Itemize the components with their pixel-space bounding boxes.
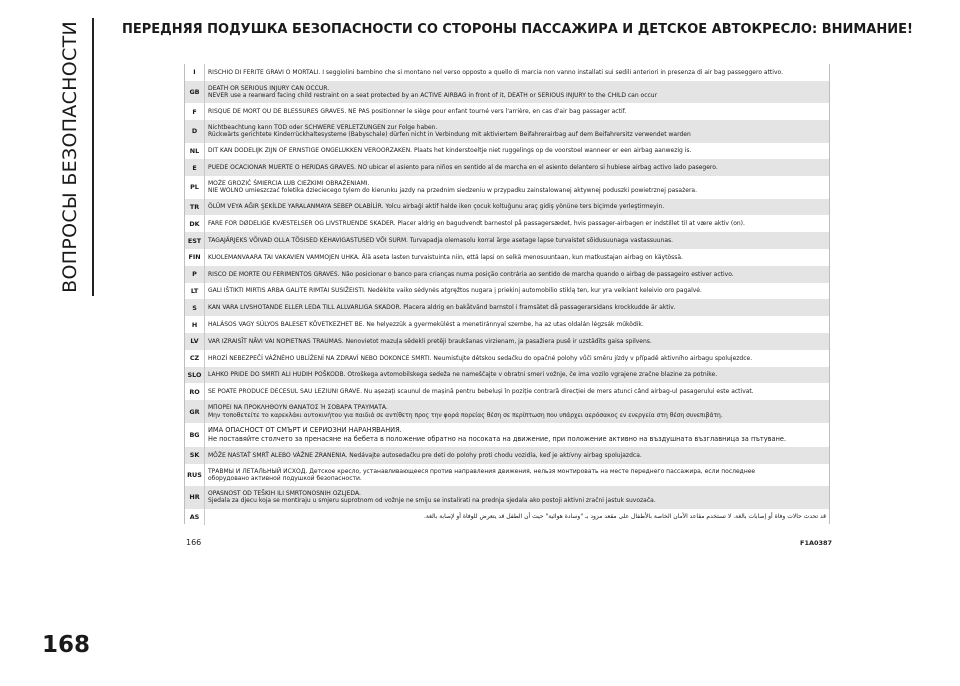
- warning-row-as: [185, 509, 829, 526]
- warning-row-e: [185, 159, 829, 176]
- warning-row-slo: [185, 367, 829, 384]
- side-divider: [92, 18, 94, 296]
- language-code: FIN: [185, 249, 205, 266]
- warning-row-hr: [185, 486, 829, 509]
- warning-text-line: FARE FOR DØDELIGE KVÆSTELSER OG LIVSTRUENDE SKADER. Placer aldrig en bagudvendt barnestol på passagersædet, hvis passager-airbagen er indstillet til at være aktiv (on).: [208, 220, 745, 228]
- warning-row-p: [185, 266, 829, 283]
- language-code: GR: [185, 400, 205, 423]
- warning-text: [205, 447, 829, 464]
- language-code: DK: [185, 215, 205, 232]
- warning-row-pl: [185, 176, 829, 199]
- warning-text: [205, 464, 829, 487]
- warning-row-h: [185, 316, 829, 333]
- warning-text: [205, 316, 829, 333]
- language-code: D: [185, 120, 205, 143]
- warning-text: [205, 199, 829, 216]
- warning-text-line: Μην τοποθετείτε το καρεκλάκι αυτοκινήτου για παιδιά σε αντίθετη προς την φορά πορείας θέση σε περίπτωση που υπάρχει αερόσακος εν ενεργεία στη θέση συνεπιβάτη.: [208, 411, 723, 419]
- warning-text: [205, 423, 829, 447]
- warning-text-line: TAGAJÄRJEKS VÕIVAD OLLA TÕSISED KEHAVIGASTUSED VÕI SURM. Turvapadja olemasolu korral ärge asetage lapse turvaistet sõidusuunaga vastassuunas.: [208, 237, 674, 245]
- warning-text-line: KAN VARA LIVSHOTANDE ELLER LEDA TILL ALLVARLIGA SKADOR. Placera aldrig en bakåtvänd barnstol i framsätet då passagerarsidans krockkudde är aktiv.: [208, 304, 676, 312]
- warning-text-line: NEVER use a rearward facing child restraint on a seat protected by an ACTIVE AIRBAG in front of it, DEATH or SERIOUS INJURY to the CHILD can occur: [208, 92, 658, 100]
- warning-row-dk: [185, 215, 829, 232]
- figure-page-number: 166: [186, 538, 202, 547]
- warning-row-tr: [185, 199, 829, 216]
- warning-row-ro: [185, 383, 829, 400]
- warning-text: [205, 486, 829, 509]
- page-heading: ПЕРЕДНЯЯ ПОДУШКА БЕЗОПАСНОСТИ СО СТОРОНЫ ПАССАЖИРА И ДЕТСКОЕ АВТОКРЕСЛО: ВНИМАНИЕ!: [122, 22, 913, 37]
- language-code: TR: [185, 199, 205, 216]
- warning-text: [205, 143, 829, 160]
- language-code: P: [185, 266, 205, 283]
- language-code: SLO: [185, 367, 205, 384]
- warning-row-i: [185, 64, 829, 81]
- warning-label-figure: [184, 64, 830, 524]
- warning-row-gr: [185, 400, 829, 423]
- language-code: PL: [185, 176, 205, 199]
- warning-text: [205, 333, 829, 350]
- warning-text: [205, 232, 829, 249]
- warning-row-s: [185, 299, 829, 316]
- warning-row-bg: [185, 423, 829, 447]
- warning-row-d: [185, 120, 829, 143]
- warning-text-line: Sjedala za djecu koja se montiraju u smjeru suprotnom od vožnje ne smiju se instalirati na prednja sjedala ako postoji aktivni zračni jastuk suvozača.: [208, 497, 656, 505]
- warning-row-est: [185, 232, 829, 249]
- warning-row-f: [185, 103, 829, 120]
- warning-text: [205, 249, 829, 266]
- warning-text-line: Rückwärts gerichtete Kinderrückhaltesysteme (Babyschale) dürfen nicht in Verbindung mit aktiviertem Beifahrerairbag auf dem Beifahrersitz verwendet warden: [208, 131, 691, 139]
- warning-text: [205, 215, 829, 232]
- warning-row-rus: [185, 464, 829, 487]
- warning-text-line: ΜΠΟΡΕΙ ΝΑ ΠΡΟΚΛΗΘΟΥΝ ΘΑΝΑΤΟΣ Ή ΣΟΒΑΡΑ ΤΡΑΥΜΑΤΑ.: [208, 404, 388, 412]
- language-code: BG: [185, 423, 205, 447]
- language-code: NL: [185, 143, 205, 160]
- warning-text: [205, 81, 829, 104]
- language-code: RO: [185, 383, 205, 400]
- warning-text-line: LAHKO PRIDE DO SMRTI ALI HUDIH POŠKODB. Otroškega avtomobilskega sedeža ne nameščajte v obratni smeri vožnje, če ima vozilo vgrajene zračne blazine za potnike.: [208, 371, 718, 379]
- side-section-title: [48, 18, 92, 296]
- warning-text-line: قد تحدث حالات وفاة أو إصابات بالغة. لا تستخدم مقاعد الأمان الخاصة بالأطفال على مقعد مزود بـ "وسادة هوائية" حيث أن الطفل قد يتعرض للوفاة أو لإصابة بالغة.: [423, 513, 826, 521]
- warning-text: [205, 283, 829, 300]
- warning-text: [205, 350, 829, 367]
- warning-text-line: ÖLÜM VEYA AĞIR ŞEKİLDE YARALANMAYA SEBEP OLABİLİR. Yolcu airbaği aktif halde iken çocuk koltuğunu araç gidiş yönüne ters biçimde yerleştirmeyin.: [208, 203, 665, 211]
- warning-text-line: DEATH OR SERIOUS INJURY CAN OCCUR.: [208, 84, 330, 92]
- warning-text-line: HALÁSOS VAGY SÚLYOS BALESET KÖVETKEZHET BE. Ne helyezzük a gyermekülést a menetiránnyal szembe, ha az utas oldalán légzsák működik.: [208, 321, 644, 329]
- warning-text: [205, 64, 829, 81]
- language-code: AS: [185, 509, 205, 526]
- warning-text-line: Не поставяйте столчето за пренасяне на бебета в положение обратно на посоката на движение, при положение активно на въздушната възглавница за пътуване.: [208, 434, 787, 443]
- warning-text-line: SE POATE PRODUCE DECESUL SAU LEZIUNI GRAVE. Nu așezați scaunul de mașină pentru bebeluși în poziție contrară direcției de mers atunci când airbag-ul pasagerului este activat.: [208, 388, 754, 396]
- warning-text: [205, 367, 829, 384]
- warning-row-lt: [185, 283, 829, 300]
- warning-text: [205, 176, 829, 199]
- warning-text-line: оборудовано активной подушкой безопасности.: [208, 474, 362, 482]
- language-code: S: [185, 299, 205, 316]
- warning-text-line: NIE WOLNO umieszczać foletika dzieciecego tylem do kierunku jazdy na przednim siedzeniu w przypadku zainstalowanej aktywnej poduszki powietrznej pasażera.: [208, 187, 697, 195]
- warning-text-line: VAR IZRAISĪT NĀVI VAI NOPIETNAS TRAUMAS. Nenovietot mazuļa sēdekli pretēji braukšanas virzienam, ja pasažiera pusē ir uzstādīts gaisa spilvens.: [208, 337, 652, 345]
- language-code: GB: [185, 81, 205, 104]
- warning-text-line: ТРАВМЫ И ЛЕТАЛЬНЫЙ ИСХОД. Детское кресло, устанавливающееся против направления движения, нельзя монтировать на месте переднего пассажира, если последнее: [208, 467, 756, 475]
- warning-text: [205, 120, 829, 143]
- warning-text-line: Nichtbeachtung kann TOD oder SCHWERE VERLETZUNGEN zur Folge haben.: [208, 124, 438, 132]
- warning-text-line: PUEDE OCACIONAR MUERTE O HERIDAS GRAVES. NO ubicar el asiento para niños en sentido al de marcha en el asiento delantero si hubiese airbag activo lado pasegero.: [208, 164, 718, 172]
- warning-text: [205, 400, 829, 423]
- warning-text: [205, 266, 829, 283]
- figure-code: F1A0387: [800, 539, 833, 547]
- language-code: LT: [185, 283, 205, 300]
- warning-text-line: RISCHIO DI FERITE GRAVI O MORTALI. I seggiolini bambino che si montano nel verso opposto a quello di marcia non vanno installati sui sedili anteriori in presenza di air bag passeggero attivo.: [208, 68, 783, 76]
- warning-row-gb: [185, 81, 829, 104]
- warning-text: [205, 383, 829, 400]
- warning-text-line: RISQUE DE MORT OU DE BLESSURES GRAVES. NE PAS positionner le siège pour enfant tourné vers l'arrière, en cas d'air bag passager actif.: [208, 108, 627, 116]
- warning-text-line: KUOLEMANVAARA TAI VAKAVIEN VAMMOJEN UHKA. Älä aseta lasten turvaistuinta niin, että lapsi on selkä menosuuntaan, kun matkustajan airbag on käytössä.: [208, 253, 683, 261]
- warning-text: [205, 159, 829, 176]
- language-code: I: [185, 64, 205, 81]
- language-code: RUS: [185, 464, 205, 487]
- language-code: H: [185, 316, 205, 333]
- language-code: EST: [185, 232, 205, 249]
- warning-text-line: ИМА ОПАСНОСТ ОТ СМЪРТ И СЕРИОЗНИ НАРАНЯВАНИЯ.: [208, 426, 402, 435]
- language-code: F: [185, 103, 205, 120]
- warning-text-line: HROZÍ NEBEZPEČÍ VÁŽNÉHO UBLÍŽENÍ NA ZDRAVÍ NEBO DOKONCE SMRTI. Neumisťujte dětskou sedačku do opačné polohy vůči směru jízdy v případě aktivního airbagu spolujezdce.: [208, 354, 753, 362]
- warning-row-fin: [185, 249, 829, 266]
- language-code: CZ: [185, 350, 205, 367]
- warning-row-sk: [185, 447, 829, 464]
- warning-row-cz: [185, 350, 829, 367]
- language-code: LV: [185, 333, 205, 350]
- warning-text-line: GALI IŠTIKTI MIRTIS ARBA GALITE RIMTAI SUSIŽEISTI. Nedėkite vaiko sėdynės atgręžtos nugara į priekinį automobilio stiklą ten, kur yra veikiant keleivio oro pagalvė.: [208, 287, 702, 295]
- warning-text-line: OPASNOST OD TEŠKIH ILI SMRTONOSNIH OZLJEDA.: [208, 490, 361, 497]
- warning-text: [205, 509, 829, 526]
- warning-text-line: MOŻE GROZIĆ ŚMIERCIA LUB CIEŻKIMI OBRAŻENIAMI.: [208, 180, 370, 188]
- warning-text: [205, 103, 829, 120]
- warning-text-line: RISCO DE MORTE OU FERIMENTOS GRAVES. Não posicionar o banco para crianças numa posição contrária ao sentido de marcha quando o airbag de passageiro estiver activo.: [208, 270, 734, 278]
- warning-text-line: MÔŽE NASTAŤ SMRŤ ALEBO VÁŽNE ZRANENIA. Nedávajte autosedačku pre deti do polohy proti chodu vozidla, keď je aktívny airbag spolujazdca.: [208, 451, 642, 459]
- language-code: SK: [185, 447, 205, 464]
- page-number: 168: [42, 632, 91, 658]
- side-section-title-text: ВОПРОСЫ БЕЗОПАСНОСТИ: [59, 21, 81, 293]
- language-code: E: [185, 159, 205, 176]
- warning-text-line: DIT KAN DODELIJK ZIJN OF ERNSTIGE ONGELUKKEN VEROORZAKEN. Plaats het kinderstoeltje niet ruggelings op de voorstoel wanneer er een airbag aanwezig is.: [208, 147, 692, 155]
- warning-row-lv: [185, 333, 829, 350]
- language-code: HR: [185, 486, 205, 509]
- warning-row-nl: [185, 143, 829, 160]
- warning-text: [205, 299, 829, 316]
